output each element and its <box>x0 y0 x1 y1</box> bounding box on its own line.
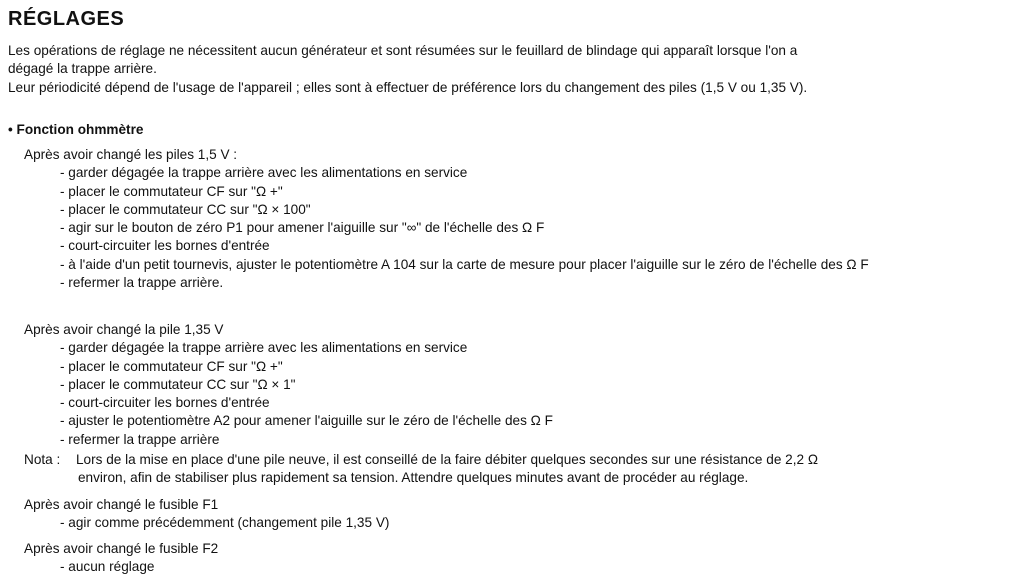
procedure-step: - garder dégagée la trappe arrière avec les alimentations en service <box>60 165 468 181</box>
procedure-step: - placer le commutateur CC sur "Ω × 100" <box>60 201 311 217</box>
procedure-steps <box>24 164 1014 292</box>
intro-line: Les opérations de réglage ne nécessitent aucun générateur et sont résumées sur le feuillard de blindage qui apparaît lorsque l'on a <box>8 43 798 58</box>
procedure-step: - à l'aide d'un petit tournevis, ajuster le potentiomètre A 104 sur la carte de mesure pour placer l'aiguille sur le zéro de l'échelle des Ω F <box>60 256 869 272</box>
procedure-steps <box>24 339 1014 449</box>
note-text: Lors de la mise en place d'une pile neuve, il est conseillé de la faire débiter quelques secondes sur une résistance de 2,2 Ω <box>76 452 818 467</box>
procedure-block-piles-1-5v <box>24 146 1014 292</box>
intro-line: dégagé la trappe arrière. <box>8 61 157 77</box>
procedure-step: - agir sur le bouton de zéro P1 pour amener l'aiguille sur "∞" de l'échelle des Ω F <box>60 220 545 236</box>
procedure-heading: Après avoir changé les piles 1,5 V : <box>24 147 238 162</box>
procedure-block-pile-1-35v <box>24 321 1014 449</box>
procedure-block-fusible-f2 <box>24 540 1014 577</box>
procedure-step: - refermer la trappe arrière <box>60 431 220 447</box>
procedure-step: - agir comme précédemment (changement pile 1,35 V) <box>60 515 390 531</box>
procedure-step: - aucun réglage <box>60 559 155 575</box>
procedure-steps <box>24 558 1014 576</box>
procedure-step: - court-circuiter les bornes d'entrée <box>60 238 270 254</box>
note-paragraph <box>24 451 1014 488</box>
bullet-icon: • <box>8 122 13 137</box>
procedure-step: - garder dégagée la trappe arrière avec les alimentations en service <box>60 340 468 356</box>
procedure-step: - placer le commutateur CF sur "Ω +" <box>60 358 283 374</box>
procedure-steps <box>24 514 1014 532</box>
procedure-heading: Après avoir changé le fusible F1 <box>24 497 219 512</box>
procedure-step: - refermer la trappe arrière. <box>60 275 224 291</box>
intro-line: Leur périodicité dépend de l'usage de l'appareil ; elles sont à effectuer de préférence lors du changement des piles (1,5 V ou 1,35 V). <box>8 79 808 95</box>
procedure-block-fusible-f1 <box>24 496 1014 533</box>
section-heading-text: Fonction ohmmètre <box>16 122 144 137</box>
page-title: RÉGLAGES <box>8 8 125 30</box>
intro-paragraph <box>8 42 1018 97</box>
note-text: environ, afin de stabiliser plus rapidement sa tension. Attendre quelques minutes avant de procéder au réglage. <box>78 470 749 486</box>
procedure-step: - court-circuiter les bornes d'entrée <box>60 395 270 411</box>
procedure-step: - placer le commutateur CF sur "Ω +" <box>60 183 283 199</box>
section-heading <box>8 121 143 139</box>
procedure-heading: Après avoir changé le fusible F2 <box>24 541 219 556</box>
note-label: Nota : <box>24 452 61 467</box>
procedure-step: - placer le commutateur CC sur "Ω × 1" <box>60 376 296 392</box>
procedure-step: - ajuster le potentiomètre A2 pour amener l'aiguille sur le zéro de l'échelle des Ω F <box>60 413 553 429</box>
procedure-heading: Après avoir changé la pile 1,35 V <box>24 322 224 337</box>
